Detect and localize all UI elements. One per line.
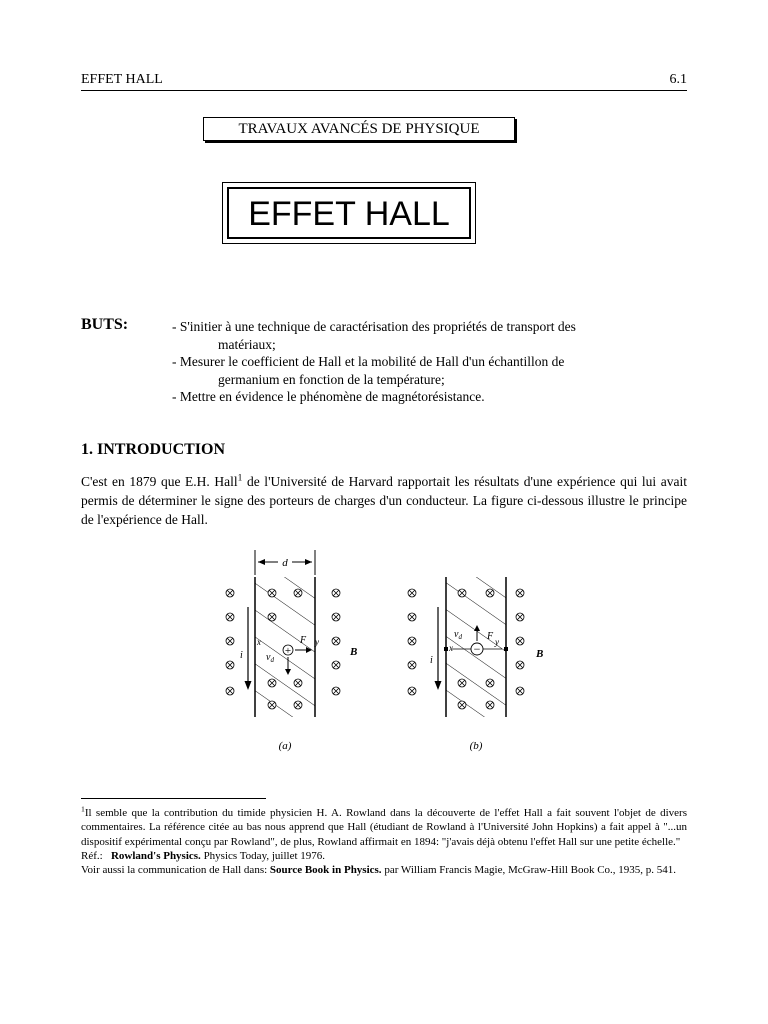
footnote-ref <box>81 849 687 863</box>
footnote-mark: 1 <box>81 804 85 814</box>
footnote-voir <box>81 863 687 877</box>
goal-2-line1: - Mesurer le coefficient de Hall et la mobilité de Hall d'un échantillon de <box>172 354 565 369</box>
voir-rest: par William Francis Magie, McGraw-Hill Book Co., 1935, p. 541. <box>381 864 677 877</box>
goal-1-line1: - S'initier à une technique de caractérisation des propriétés de transport des <box>172 319 576 334</box>
main-title-box <box>222 182 476 244</box>
intro-text-after: de l'Université de Harvard rapportait les résultats d'une expérience qui lui avait permis de déterminer le signe des porteurs de charges d'un conducteur. La figure ci-dessous illustre le principe de l'expérience de Hall. <box>81 474 688 527</box>
caption-b: (b) <box>469 740 483 752</box>
vel-label-b: $v_d$ <box>454 629 462 641</box>
section-title: 1. INTRODUCTION <box>81 441 226 458</box>
current-arrow-b <box>435 607 442 690</box>
field-label-b: B <box>536 648 544 660</box>
left-label-a: x <box>257 637 261 647</box>
ref-label: Réf.: <box>81 849 103 862</box>
footnote <box>81 806 687 877</box>
footnote-divider <box>81 798 266 799</box>
header-title: EFFET HALL <box>81 72 163 87</box>
caption-a: (a) <box>278 740 292 752</box>
current-label-a: i <box>240 650 243 661</box>
panel-b <box>408 577 543 752</box>
force-label-a: F <box>300 635 307 646</box>
footnote-body <box>81 806 687 849</box>
hall-effect-figure <box>200 545 560 760</box>
left-label-b: x <box>449 643 453 653</box>
running-header <box>81 72 687 91</box>
force-label-b: F <box>487 631 494 642</box>
vel-label-a: $v_d$ <box>266 652 274 664</box>
current-arrow-a <box>245 607 252 690</box>
charge-sign-a: + <box>284 645 292 657</box>
field-label-a: B <box>350 646 358 658</box>
buts-label: BUTS: <box>81 316 129 333</box>
goal-2-line2: germanium en fonction de la température; <box>218 371 445 387</box>
course-title-box: TRAVAUX AVANCÉS DE PHYSIQUE <box>203 117 515 141</box>
right-label-b: y <box>495 637 499 647</box>
voir-title: Source Book in Physics. <box>269 864 382 877</box>
ref-rest: Physics Today, juillet 1976. <box>200 849 326 862</box>
charge-sign-b: − <box>473 642 481 656</box>
goals-list <box>172 318 692 406</box>
right-label-a: y <box>315 637 319 647</box>
panel-a <box>226 577 357 752</box>
page-number: 6.1 <box>669 72 687 87</box>
width-marker <box>255 550 315 575</box>
intro-text-before: C'est en 1879 que E.H. Hall <box>81 474 238 489</box>
footnote-text: Il semble que la contribution du timide physicien H. A. Rowland dans la découverte de l'effet Hall a fait souvent l'objet de divers commentaires. La référence citée au bas nous apprend que Hall (étudiant de Rowland à l'Université John Hopkins) a fait appel à "...un dispositif expérimental conçu par Rowland", de plus, Rowland affirmait en 1894: "j'avais déjà obtenu l'effet Hall sur une petite échelle." <box>81 807 687 848</box>
field-into-page-icon <box>226 589 234 597</box>
footnote-ref: 1 <box>237 473 243 484</box>
width-label: d <box>282 557 288 569</box>
ref-title: Rowland's Physics. <box>110 849 201 862</box>
voir-prefix: Voir aussi la communication de Hall dans: <box>81 864 270 877</box>
goal-1-line2: matériaux; <box>218 336 276 352</box>
current-label-b: i <box>430 655 433 666</box>
goal-3-line1: - Mettre en évidence le phénomène de magnétorésistance. <box>172 389 485 404</box>
main-title: EFFET HALL <box>227 187 471 239</box>
intro-paragraph <box>81 472 687 529</box>
